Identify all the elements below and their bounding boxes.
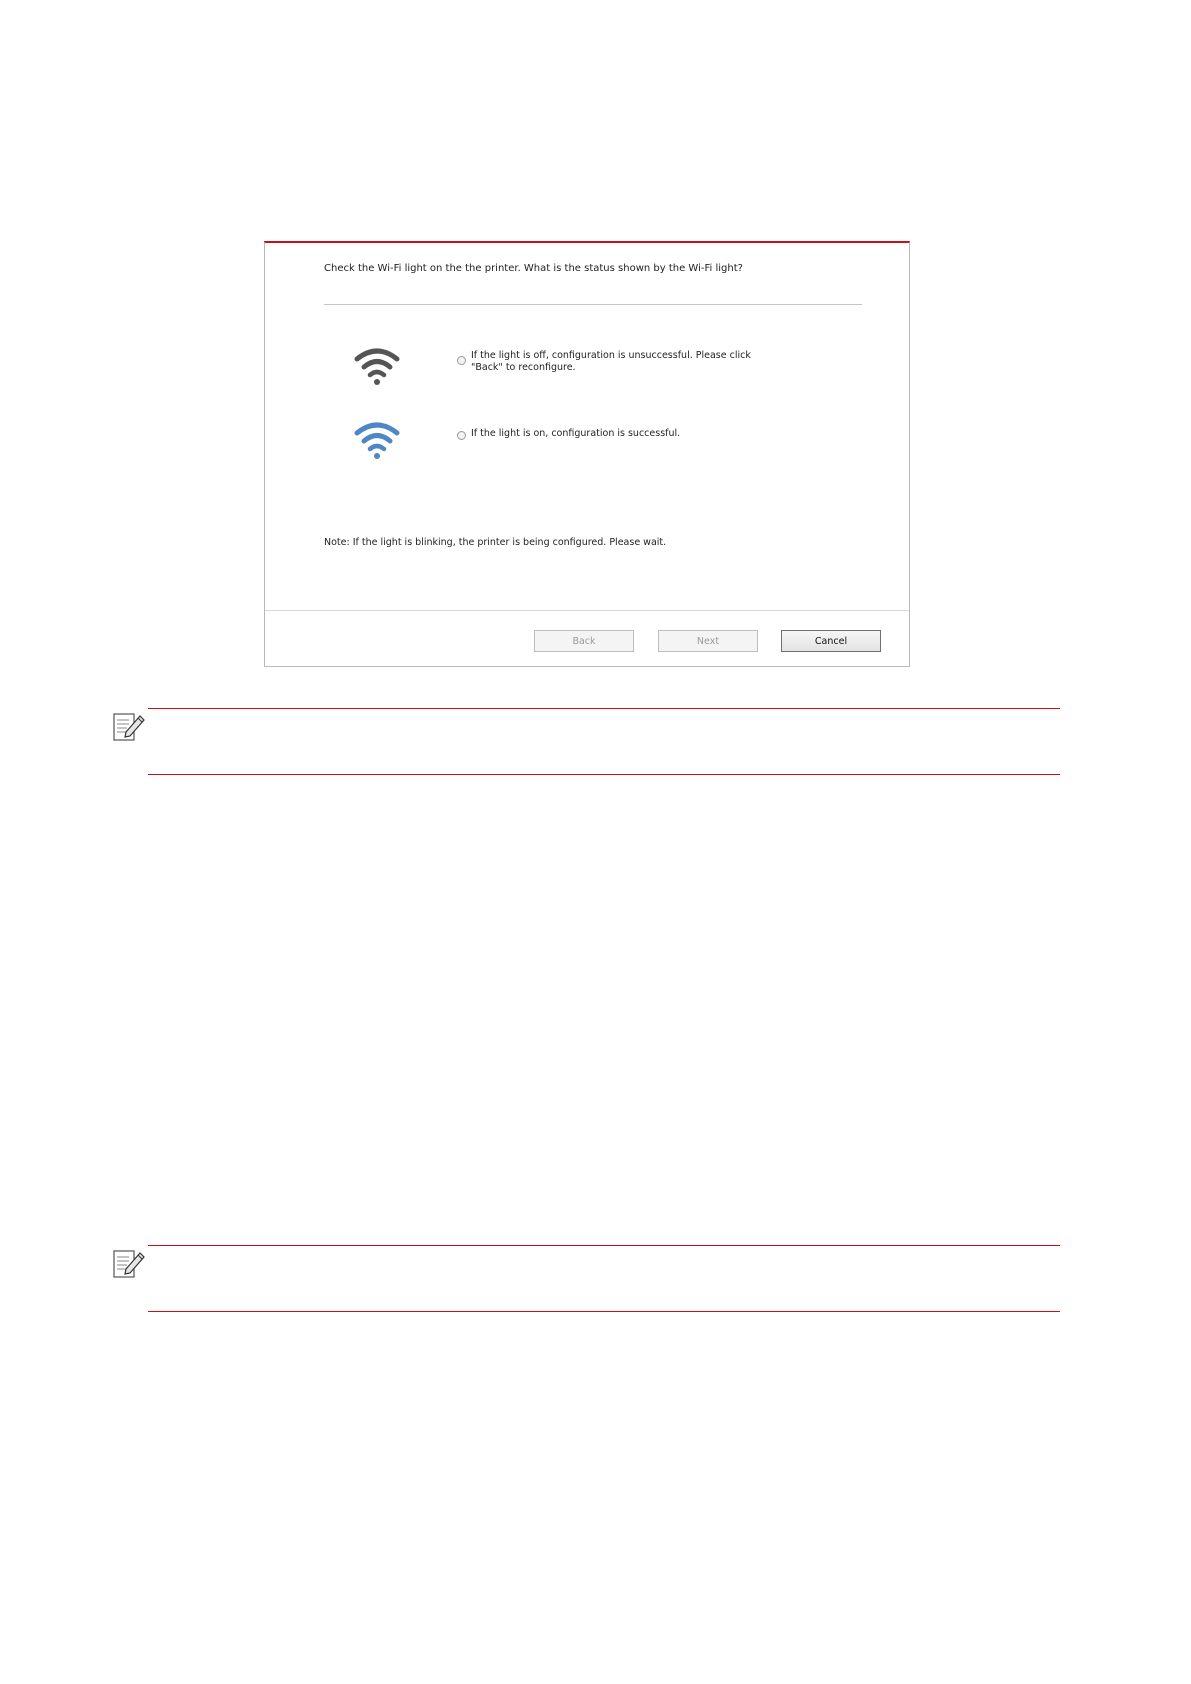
note-pencil-icon [112,710,146,744]
option-light-off-label: If the light is off, configuration is unsuccessful. Please click "Back" to reconfigure. [471,350,751,373]
note-block [112,1245,1062,1315]
dialog-note: Note: If the light is blinking, the printer is being configured. Please wait. [324,537,667,548]
radio-light-off[interactable] [457,356,466,365]
radio-light-on[interactable] [457,431,466,440]
note-pencil-icon [112,1247,146,1281]
dialog-question: Check the Wi-Fi light on the the printer. What is the status shown by the Wi-Fi light? [324,263,743,274]
next-button[interactable]: Next [658,630,758,652]
wifi-status-dialog [264,241,910,667]
wifi-gray-icon [354,347,400,387]
note-block [112,708,1062,778]
note-rule-top [148,1245,1060,1246]
footer-separator [265,610,909,611]
cancel-button[interactable]: Cancel [781,630,881,652]
note-rule-top [148,708,1060,709]
wifi-blue-icon [354,421,400,461]
back-button[interactable]: Back [534,630,634,652]
note-rule-bottom [148,774,1060,775]
note-rule-bottom [148,1311,1060,1312]
option-light-on-label: If the light is on, configuration is successful. [471,428,681,439]
dialog-separator [324,304,862,305]
